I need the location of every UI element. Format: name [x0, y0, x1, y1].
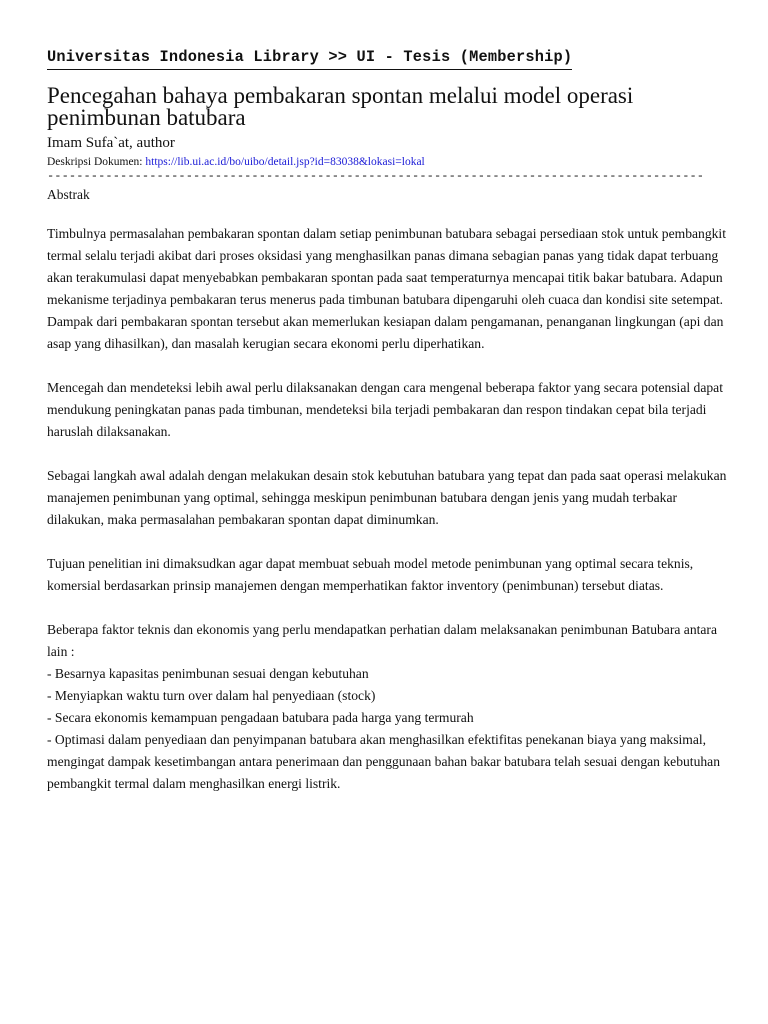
abstract-heading: Abstrak: [47, 187, 90, 202]
factors-intro: Beberapa faktor teknis dan ekonomis yang perlu mendapatkan perhatian dalam melaksanakan penimbunan Batubara antara lain :: [47, 622, 717, 659]
library-breadcrumb-header: Universitas Indonesia Library >> UI - Tesis (Membership): [47, 46, 572, 70]
description-link[interactable]: https://lib.ui.ac.id/bo/uibo/detail.jsp?id=83038&lokasi=lokal: [145, 156, 425, 168]
abstract-paragraph: Tujuan penelitian ini dimaksudkan agar dapat membuat sebuah model metode penimbunan yang optimal secara teknis, komersial berdasarkan prinsip manajemen dengan memperhatikan faktor inventory (penimbunan) tersebut diatas.: [47, 556, 694, 593]
document-title: Pencegahan bahaya pembakaran spontan melalui model operasi penimbunan batubara: [47, 83, 634, 130]
list-item: - Secara ekonomis kemampuan pengadaan batubara pada harga yang termurah: [47, 710, 474, 725]
document-page: [47, 46, 737, 795]
description-label: Deskripsi Dokumen:: [47, 156, 143, 168]
document-author: Imam Sufa`at, author: [47, 135, 175, 151]
abstract-paragraph: Sebagai langkah awal adalah dengan melakukan desain stok kebutuhan batubara yang tepat dan pada saat operasi melakukan manajemen penimbunan yang optimal, sehingga meskipun penimbunan batubara dengan jenis yang mudah terbakar dilakukan, maka permasalahan pembakaran spontan dapat diminumkan.: [47, 468, 727, 527]
factors-list: [47, 663, 737, 795]
list-item: - Besarnya kapasitas penimbunan sesuai dengan kebutuhan: [47, 666, 369, 681]
abstract-paragraph: Timbulnya permasalahan pembakaran spontan dalam setiap penimbunan batubara sebagai persediaan stok untuk pembangkit termal selalu terjadi akibat dari proses oksidasi yang menghasilkan panas dimana sebagian panas yang tidak dapat terbuang akan terakumulasi dapat menyebabkan pembakaran spontan pada saat temperaturnya mencapai titik bakar batubara. Adapun mekanisme terjadinya pembakaran terus menerus pada timbunan batubara dipengaruhi oleh cuaca dan kondisi site setempat. Dampak dari pembakaran spontan tersebut akan memerlukan kesiapan dalam pengamanan, penanganan lingkungan (api dan asap yang dihasilkan), dan masalah kerugian secara ekonomi perlu diperhatikan.: [47, 226, 726, 351]
list-item: - Menyiapkan waktu turn over dalam hal penyediaan (stock): [47, 688, 376, 703]
list-item: - Optimasi dalam penyediaan dan penyimpanan batubara akan menghasilkan efektifitas penekanan biaya yang maksimal, mengingat dampak kesetimbangan antara penerimaan dan penggunaan bahan bakar batubara telah sesuai dengan kebutuhan pembangkit termal dalam menghasilkan energi listrik.: [47, 732, 720, 791]
abstract-body: [47, 223, 737, 795]
dashed-divider: ------------------------------------------------------------------------------------------: [47, 171, 705, 182]
abstract-paragraph: Mencegah dan mendeteksi lebih awal perlu dilaksanakan dengan cara mengenal beberapa faktor yang secara potensial dapat mendukung peningkatan panas pada timbunan, mendeteksi bila terjadi pembakaran dan respon tindakan cepat bila terjadi haruslah dilaksanakan.: [47, 380, 723, 439]
document-description: [47, 154, 737, 170]
